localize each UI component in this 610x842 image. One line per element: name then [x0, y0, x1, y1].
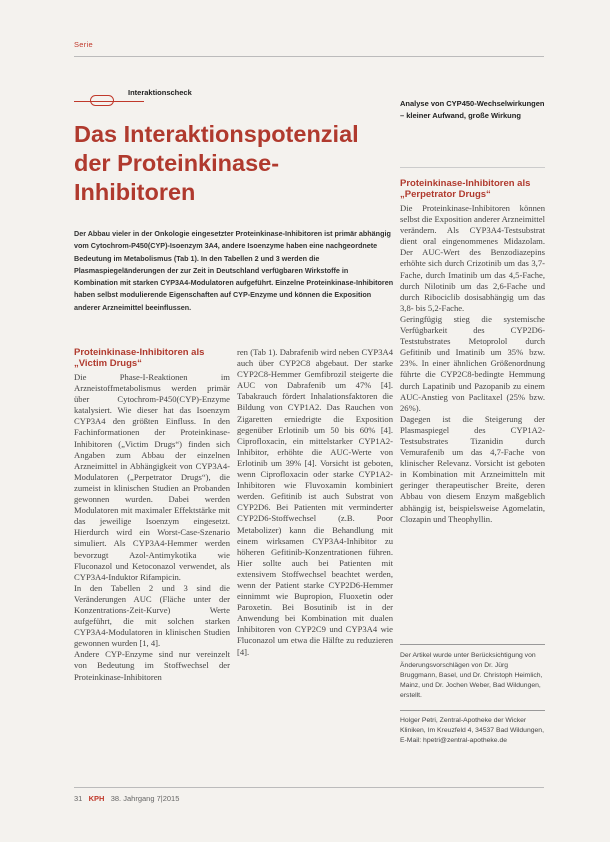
body-paragraph: In den Tabellen 2 und 3 sind die Veränderungen AUC (Fläche unter der Konzentrations-Zeit-Kurve) Werte aufgeführt, die mit solchen starken CYP3A4-Modulatoren in klinischen Studien gewonnen wurden [1, 4].: [74, 582, 230, 649]
title-line: der Proteinkinase-: [74, 150, 280, 176]
title-line: Das Interaktionspotenzial: [74, 121, 359, 147]
article-title: [74, 120, 394, 207]
heading-line: Proteinkinase-Inhibitoren als: [74, 347, 205, 358]
sidebar-teaser: Analyse von CYP450-Wechselwirkungen – kleiner Aufwand, große Wirkung: [400, 99, 545, 121]
body-paragraph: Andere CYP-Enzyme sind nur vereinzelt von Bedeutung im Stoffwechsel der Proteinkinase-Inhibitoren: [74, 649, 230, 682]
journal-name: KPH: [88, 794, 105, 803]
footnote-divider: [400, 644, 545, 645]
section-heading: [74, 347, 230, 369]
journal-volume: 38. Jahrgang 7|2015: [110, 794, 180, 803]
author-info: Holger Petri, Zentral-Apotheke der Wicker Kliniken, Im Kreuzfeld 4, 34537 Bad Wildungen, E-Mail: hpetri@zentral-apotheke.de: [400, 717, 544, 744]
section-heading: [400, 178, 545, 200]
footer-rule: [74, 787, 544, 788]
column-3: [400, 178, 545, 525]
body-paragraph: ren (Tab 1). Dabrafenib wird neben CYP3A4 auch über CYP2C8 abgebaut. Der starke CYP2C8-Hemmer Gemfibrozil steigerte die AUC von Dabrafenib um 47% [4]. Tabakrauch fördert Inhalationsfaktoren die Bildung von CYP1A2. Das Rauchen von Zigaretten erniedrigte die Exposition gegenüber Erlotinib um 50 bis 60% [4]. Ciprofloxacin, ein mittelstarker CYP1A2-Inhibitor, erhöhte die AUC-Werte von Erlotinib um 39% [4]. Vorsicht ist geboten, wenn Ciprofloxacin oder starke CYP1A2-Inhibitoren wie Fluvoxamin kombiniert werden. Gefitinib ist auch Substrat von CYP2D6. Bei Patienten mit verminderter CYP2D6-Stoffwechsel (z.B. Poor Metabolizer) kann die Behandlung mit einem wirksamen CYP3A4-Inhibitor zu höheren Gefitinib-Konzentrationen führen. Hier sollte auch bei Patienten mit extensivem Stoffwechsel beachtet werden, wenn der Patient starke CYP2D6-Hemmer einnimmt wie Bupropion, Fluoxetin oder Paroxetin. Bei Bosutinib ist in der Anwendung bei Kombination mit dualen Inhibitoren von CYP2C9 und CYP3A4 wie Fluconazol um etwa die Hälfte zu reduzieren [4].: [237, 347, 393, 657]
interaction-icon: [90, 95, 114, 106]
page-footer: [74, 794, 179, 803]
body-paragraph: Dagegen ist die Steigerung der Plasmaspiegel des CYP1A2-Testsubstrates Tizanidin durch Vemurafenib um das 4,7-Fache von klinischer Relevanz. Vorsicht ist geboten in Kombination mit Arzneimitteln mit geringer therapeutischer Breite, deren Abbau von diesem Enzym maßgeblich abhängig ist, beispielsweise Agomelatin, Clozapin und Theophyllin.: [400, 413, 545, 524]
heading-line: Proteinkinase-Inhibitoren als: [400, 178, 531, 189]
header-rule: [74, 56, 544, 57]
column-1: [74, 347, 230, 683]
body-paragraph: Die Phase-I-Reaktionen im Arzneistoffmetabolismus werden primär über Cytochrom-P450(CYP)-Enzyme katalysiert. Wie dieser hat das Isoenzym CYP3A4 den größten Einfluss. In den Fachinformationen der Proteinkinase-Inhibitoren („Victim Drugs“) finden sich Angaben zum Abbau der einzelnen Arzneimittel in Abhängigkeit von CYP3A4-Modulatoren („Perpetrator Drugs“), die zumeist in klinischen Studien an Probanden gewonnen wurden. Dabei werden Modulatoren mit maximaler Effektstärke mit das jeweilige Isoenzym eingesetzt. Hierdurch wird ein Worst-Case-Szenario simuliert. Als CYP3A4-Hemmer werden bevorzugt Azol-Antimykotika wie Fluconazol und Ketoconazol verwendet, als CYP3A4-Induktor Rifampicin.: [74, 372, 230, 582]
author-divider: [400, 710, 545, 711]
kicker: Interaktionscheck: [128, 88, 192, 97]
page-number: 31: [74, 794, 83, 803]
title-line: Inhibitoren: [74, 179, 196, 205]
sidebar-divider: [400, 167, 545, 168]
heading-line: „Perpetrator Drugs“: [400, 189, 491, 200]
lead-paragraph: Der Abbau vieler in der Onkologie eingesetzter Proteinkinase-Inhibitoren ist primär abhängig vom Cytochrom-P450(CYP)-Isoenzym 3A4, andere Isoenzyme haben eine nachgeordnete Bedeutung im Metabolismus (Tab 1). In den Tabellen 2 und 3 werden die Plasmaspiegeländerungen der zur Zeit in Deutschland verfügbaren Wirkstoffe in Kombination mit starken CYP3A4-Modulatoren aufgeführt. Einzelne Proteinkinase-Inhibitoren haben selbst modulierende Eigenschaften auf CYP-Enzyme und können die Exposition anderer Arzneimittel beeinflussen.: [74, 229, 394, 312]
column-2: [237, 347, 393, 658]
body-paragraph: Die Proteinkinase-Inhibitoren können selbst die Exposition anderer Arzneimittel verändern. Als CYP3A4-Testsubstrat dient oral eingenommenes Midazolam. Der AUC-Wert des Benzodiazepins erhöhte sich durch Crizotinib um das 3,7-Fache, durch Imatinib um das 4,5-Fache, durch Nilotinib um das 2,6-Fache und durch Ribociclib dosisabhängig um das 3,8- bis 5,2-Fache.: [400, 203, 545, 313]
heading-line: „Victim Drugs“: [74, 358, 142, 369]
series-label: Serie: [74, 40, 94, 49]
footnote: Der Artikel wurde unter Berücksichtigung von Änderungsvorschlägen von Dr. Jürg Bruggmann, Basel, und Dr. Christoph Heimlich, Mainz, und Dr. Jochen Weber, Bad Wildungen, erstellt.: [400, 652, 543, 699]
body-paragraph: Geringfügig stieg die systemische Verfügbarkeit des CYP2D6-Teststubstrates Metoprolol durch Gefitinib und Imatinib um 35% bzw. 23%. In einer ähnlichen Größenordnung führte die CYP2C8-bedingte Hemmung durch Lapatinib und Pazopanib zu einem AUC-Anstieg von Paclitaxel (25% bzw. 26%).: [400, 313, 545, 413]
